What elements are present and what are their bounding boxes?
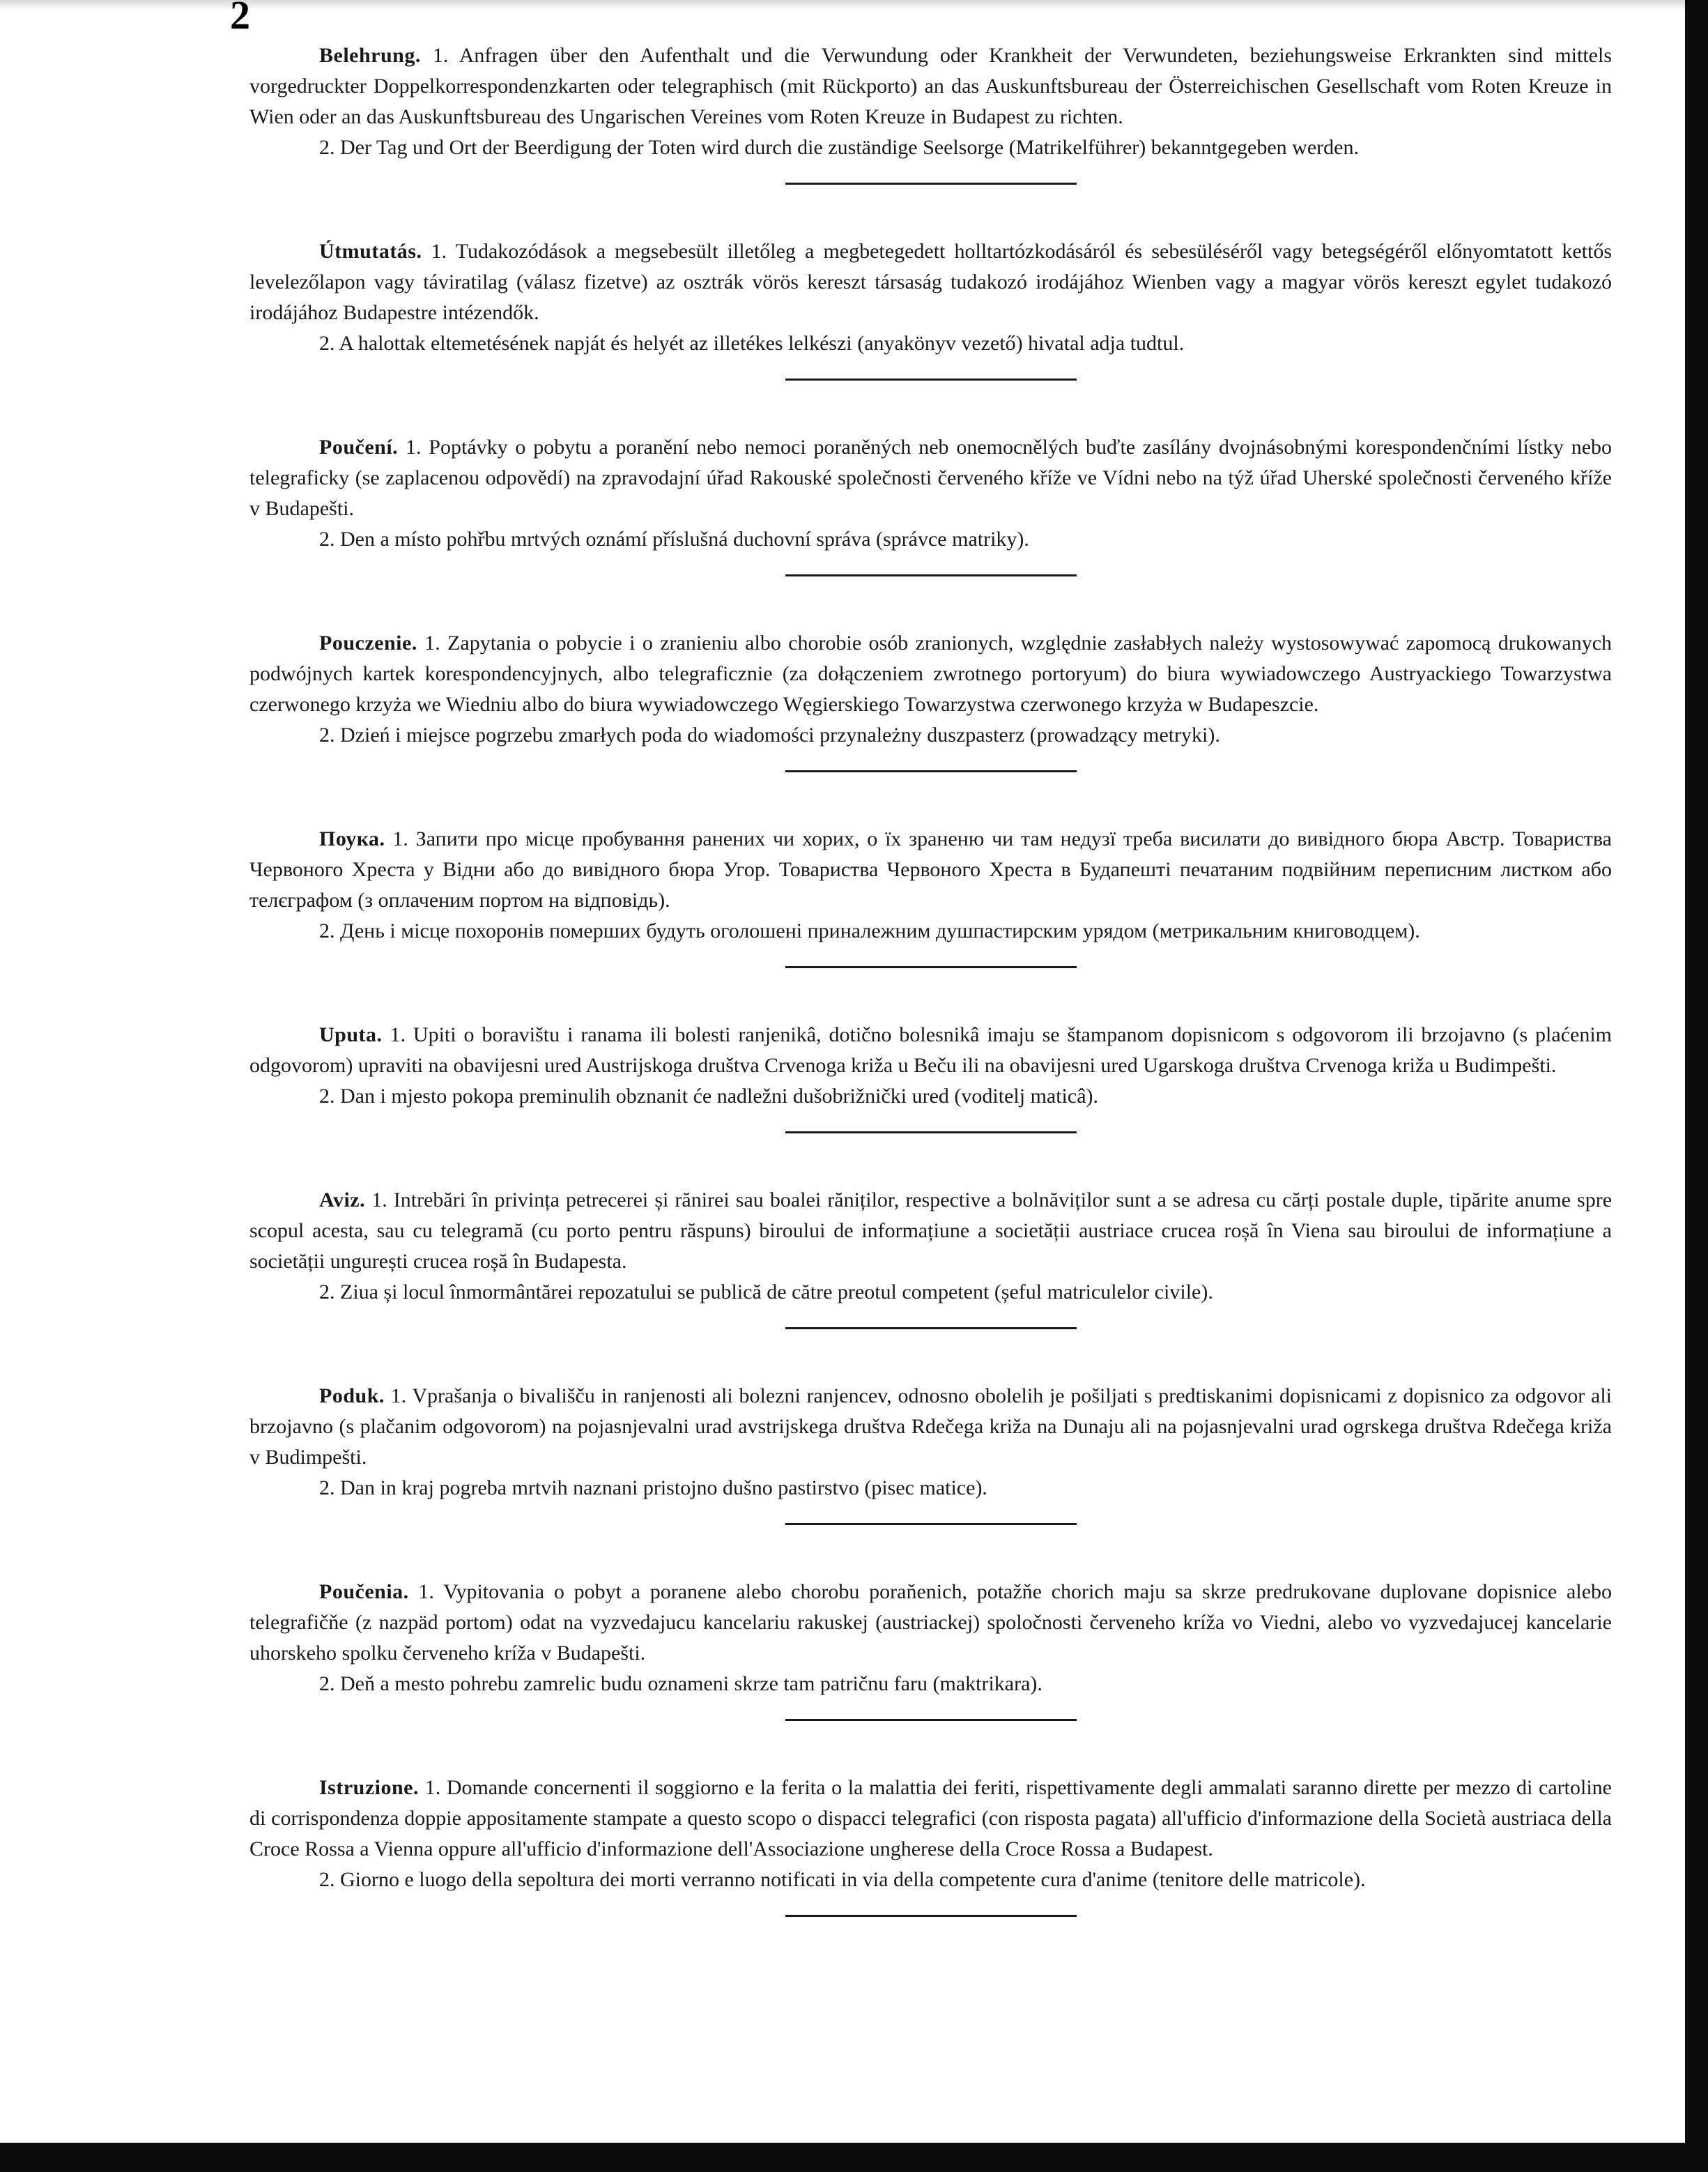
section-divider [785, 183, 1077, 185]
section-heading: Поука. [319, 827, 385, 850]
paragraph-text: 1. Anfragen über den Aufenthalt und die Verwundung oder Krankheit der Verwundeten, beziehungsweise Erkrankten sind mittels vorgedruckter Doppelkorrespondenzkarten oder telegraphisch (mit Rückporto) an das Auskunftsbureau der Österreichischen Gesellschaft vom Roten Kreuze in Wien oder an das Auskunftsbureau des Ungarischen Vereines vom Roten Kreuze in Budapest zu richten. [249, 44, 1613, 128]
section-croatian [249, 1020, 1612, 1133]
scan-border-right [1685, 0, 1708, 2172]
section-divider [785, 1327, 1077, 1329]
section-paragraph-2: 2. Ziua și locul înmormântărei repozatului se publică de către preotul competent (șeful matriculelor civile). [319, 1280, 1213, 1303]
section-divider [785, 378, 1077, 381]
page-top-edge [0, 0, 1708, 10]
paragraph-text: 1. Poptávky o pobytu a poranění nebo nemoci poraněných neb onemocnělých buďte zasílány dvojnásobnými korespondenčními lístky nebo telegraficky (se zaplacenou odpovědí) na zpravodajní úřad Rakouské společnosti červeného kříže ve Vídni nebo na týž úřad Uherské společnosti červeného kříže v Budapešti. [249, 436, 1613, 520]
section-divider [785, 1131, 1077, 1133]
section-heading: Pouczenie. [319, 632, 417, 655]
section-heading: Útmutatás. [319, 240, 422, 263]
section-divider [785, 1523, 1077, 1525]
paragraph-text: 1. Domande concernenti il soggiorno e la ferita o la malattia dei feriti, rispettivamente degli ammalati saranno dirette per mezzo di cartoline di corrispondenza doppie appositamente stampate a questo scopo o dispacci telegrafici (con risposta pagata) all'ufficio d'informazione della Società austriaca della Croce Rossa a Vienna oppure all'ufficio d'informazione dell'Associazione ungherese della Croce Rossa a Budapest. [249, 1776, 1612, 1860]
section-paragraph-1 [249, 1577, 1612, 1669]
section-heading: Poduk. [319, 1384, 385, 1407]
section-ruthenian [249, 824, 1612, 968]
section-paragraph-2: 2. Der Tag und Ort der Beerdigung der Toten wird durch die zuständige Seelsorge (Matrikelführer) bekanntgegeben werden. [319, 136, 1359, 159]
section-slovenian [249, 1381, 1612, 1525]
section-heading: Istruzione. [319, 1776, 419, 1799]
section-heading: Aviz. [319, 1188, 366, 1211]
section-czech [249, 432, 1612, 576]
section-divider [785, 770, 1077, 772]
section-heading: Poučenia. [319, 1580, 409, 1603]
section-heading: Belehrung. [319, 44, 421, 67]
section-paragraph-2: 2. A halottak eltemetésének napját és helyét az illetékes lelkészi (anyakönyv vezető) hivatal adja tudtul. [319, 332, 1185, 355]
section-paragraph-2: 2. Dan i mjesto pokopa preminulih obznanit će nadležni dušobrižnički ured (voditelj maticâ). [319, 1085, 1099, 1108]
section-paragraph-2: 2. День і місце похоронів померших будуть оголошені приналежним душпастирским урядом (метрикальним книговодцем). [319, 919, 1420, 942]
section-paragraph-1 [249, 40, 1612, 132]
paragraph-text: 1. Upiti o boravištu i ranama ili bolesti ranjenikâ, dotično bolesnikâ imaju se štampanom dopisnicom s odgovorom ili brzojavno (s plaćenim odgovorom) upraviti na obavijesni ured Austrijskoga društva Crvenoga križa u Beču ili na obavijesni ured Ugarskoga društva Crvenoga križa u Budimpešti. [249, 1023, 1613, 1077]
paragraph-text: 1. Tudakozódások a megsebesült illetőleg a megbetegedett holltartózkodásáról és sebesüléséről vagy betegségéről előnyomtatott kettős levelezőlapon vagy táviratilag (válasz fizetve) az osztrák vörös kereszt társaság tudakozó irodájához Wienben vagy a magyar vörös kereszt egylet tudakozó irodájához Budapestre intézendők. [249, 240, 1612, 324]
section-heading: Uputa. [319, 1023, 383, 1046]
section-paragraph-1 [249, 824, 1612, 916]
section-italian [249, 1773, 1612, 1917]
paragraph-text: 1. Intrebări în privința petrecerei și rănirei sau boalei răniților, respective a bolnăviților sunt a se adresa cu cărți postale duple, tipărite anume spre scopul acesta, sau cu telegramă (cu porto pentru răspuns) biroului de informațiune a societății austriace crucea roșă în Viena sau biroului de informațiune a societății ungurești crucea roșă în Budapesta. [249, 1188, 1613, 1273]
section-german [249, 40, 1612, 185]
paragraph-text: 1. Zapytania o pobycie i o zranieniu albo chorobie osób zranionych, względnie zasłabłych należy wystosowywać zapomocą drukowanych podwójnych kartek korespondencyjnych, albo telegraficznie (za dołączeniem zwrotnego portoryum) do biura wywiadowczego Austryackiego Towarzystwa czerwonego krzyża we Wiedniu albo do biura wywiadowczego Węgierskiego Towarzystwa czerwonego krzyża w Budapeszcie. [249, 632, 1613, 716]
section-paragraph-2: 2. Dzień i miejsce pogrzebu zmarłych poda do wiadomości przynależny duszpasterz (prowadzący metryki). [319, 724, 1220, 747]
section-paragraph-2: 2. Den a místo pohřbu mrtvých oznámí příslušná duchovní správa (správce matriky). [319, 528, 1029, 551]
section-heading: Poučení. [319, 436, 399, 459]
section-paragraph-2: 2. Giorno e luogo della sepoltura dei morti verranno notificati in via della competente cura d'anime (tenitore delle matricole). [319, 1868, 1366, 1891]
section-polish [249, 628, 1612, 772]
section-paragraph-1 [249, 432, 1612, 524]
paragraph-text: 1. Запити про місце пробування ранених чи хорих, о їх зраненю чи там недузї треба висилати до вивідного бюра Австр. Товариства Червоного Хреста у Відни або до вивідного бюра Угор. Товариства Червоного Хреста в Будапешті печатаним подвійним переписним листком або телєграфом (з оплаченим портом на відповідь). [249, 827, 1612, 912]
section-paragraph-2: 2. Deň a mesto pohrebu zamrelic budu oznameni skrze tam patričnu faru (maktrikara). [319, 1672, 1043, 1695]
section-paragraph-1 [249, 236, 1612, 328]
section-paragraph-1 [249, 1020, 1612, 1081]
section-slovak [249, 1577, 1612, 1721]
paragraph-text: 1. Vypitovania o pobyt a poranene alebo chorobu poraňenich, potažňe chorich maju sa skrze predrukovane duplovane dopisnice alebo telegrafičňe (z nazpäd portom) odat na vyzvedajucu kancelariu rakuskej (austriackej) spoločnosti červeneho kríža vo Viedni, alebo vo vyzvedajucej kancelarie uhorskeho spolku červeneho kríža v Budapešti. [249, 1580, 1613, 1665]
scan-border-bottom [0, 2143, 1708, 2172]
section-paragraph-1 [249, 1185, 1612, 1277]
document-body [249, 40, 1612, 1917]
paragraph-text: 1. Vprašanja o bivališču in ranjenosti ali bolezni ranjencev, odnosno obolelih je pošiljati s predtiskanimi dopisnicami z dopisnico za odgovor ali brzojavno (s plačanim odgovorom) na pojasnjevalni urad avstrijskega društva Rdečega križa na Dunaju ali na pojasnjevalni urad ogrskega društva Rdečega križa v Budimpešti. [249, 1384, 1613, 1469]
section-paragraph-2: 2. Dan in kraj pogreba mrtvih naznani pristojno dušno pastirstvo (pisec matice). [319, 1476, 987, 1499]
section-romanian [249, 1185, 1612, 1329]
section-divider [785, 574, 1077, 576]
section-divider [785, 1915, 1077, 1917]
section-paragraph-1 [249, 1381, 1612, 1473]
section-divider [785, 966, 1077, 968]
section-divider [785, 1719, 1077, 1721]
page-number: 2 [230, 0, 250, 38]
section-paragraph-1 [249, 628, 1612, 720]
section-hungarian [249, 236, 1612, 381]
section-paragraph-1 [249, 1773, 1612, 1865]
